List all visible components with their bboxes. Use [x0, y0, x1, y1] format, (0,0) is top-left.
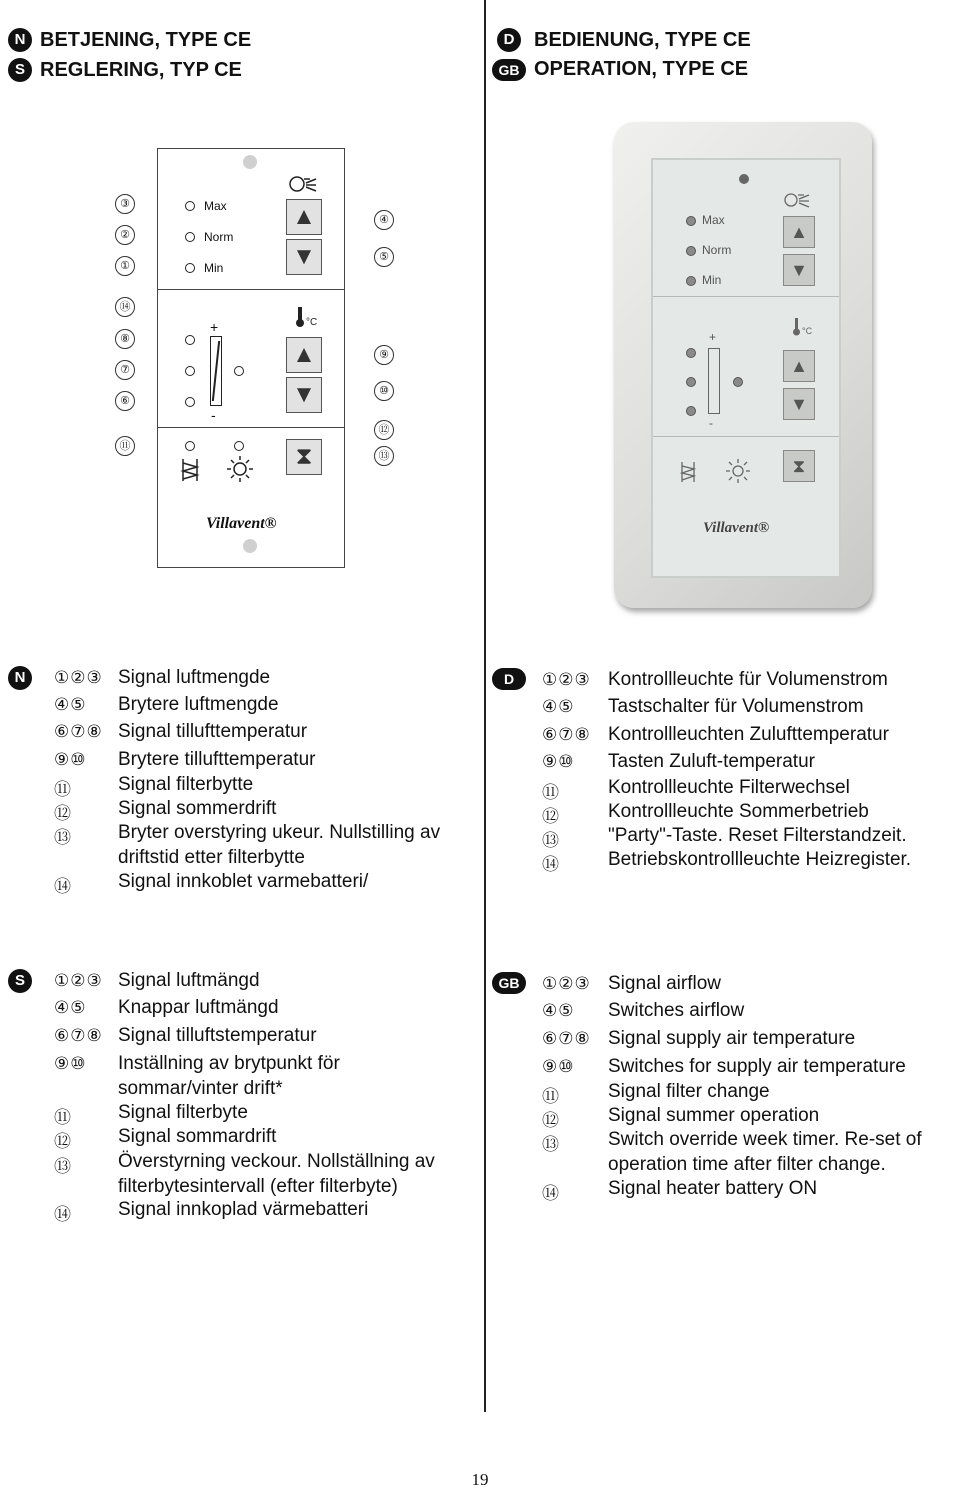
section-s-text-1: Signal luftmängd [118, 970, 260, 991]
section-gb-badge: GB [492, 972, 526, 994]
label-minus: - [211, 407, 216, 423]
photo-led-summer-setpoint [733, 377, 743, 387]
section-s-num-4: ⑨⑩ [54, 1054, 87, 1073]
photo-label-plus: + [709, 330, 717, 344]
photo-led-max [686, 216, 696, 226]
label-min: Min [204, 261, 224, 275]
photo-heater-coil-icon [679, 460, 697, 484]
label-plus: + [210, 319, 219, 335]
section-n-num-8: ⑭ [54, 877, 72, 896]
section-n-num-2: ④⑤ [54, 695, 87, 714]
photo-led-temp-mid [686, 377, 696, 387]
section-n-num-1: ①②③ [54, 668, 103, 687]
section-d-num-3: ⑥⑦⑧ [542, 725, 591, 744]
section-gb-num-3: ⑥⑦⑧ [542, 1029, 591, 1048]
header-title-s: REGLERING, TYP CE [40, 58, 242, 81]
photo-airflow-down-button[interactable]: ▼ [783, 254, 815, 286]
label-max: Max [204, 199, 227, 213]
section-gb-num-6: ⑫ [542, 1111, 560, 1130]
photo-fan-icon [783, 190, 817, 208]
airflow-up-button[interactable]: ▲ [286, 199, 322, 235]
section-s-text-6: Signal sommardrift [118, 1126, 277, 1147]
photo-label-min: Min [702, 273, 722, 287]
led-summer-setpoint [234, 366, 244, 376]
section-d-text-6: Kontrollleuchte Sommerbetrieb [608, 801, 869, 822]
callout-11: ⑪ [115, 436, 135, 456]
screw-bottom [243, 539, 257, 553]
photo-party-timer-button[interactable]: ⧗ [783, 450, 815, 482]
label-norm: Norm [204, 230, 234, 244]
section-d-text-5: Kontrollleuchte Filterwechsel [608, 777, 850, 798]
section-d-text-4: Tasten Zuluft-temperatur [608, 751, 815, 772]
panel-separator-1 [158, 289, 344, 290]
lang-badge-s: S [8, 58, 32, 82]
temperature-scale-bar [210, 336, 222, 406]
section-d-num-5: ⑪ [542, 783, 560, 802]
photo-screw-top [739, 174, 749, 184]
section-d-text-3: Kontrollleuchten Zulufttemperatur [608, 724, 889, 745]
header-n [8, 28, 251, 52]
section-n-text-2: Brytere luftmengde [118, 694, 279, 715]
photo-label-norm: Norm [702, 243, 732, 257]
led-filter [185, 441, 195, 451]
section-n-badge: N [8, 666, 32, 690]
photo-label-minus: - [709, 416, 713, 430]
section-gb-text-1: Signal airflow [608, 973, 721, 994]
section-n-num-6: ⑫ [54, 804, 72, 823]
callout-3: ③ [115, 194, 135, 214]
column-divider [484, 0, 486, 1412]
section-gb-num-2: ④⑤ [542, 1001, 575, 1020]
photo-airflow-up-button[interactable]: ▲ [783, 216, 815, 248]
header-title-gb: OPERATION, TYPE CE [534, 58, 749, 80]
photo-led-min [686, 276, 696, 286]
photo-temperature-scale [708, 348, 720, 414]
section-s-num-6: ⑫ [54, 1132, 72, 1151]
section-n-text-7b: driftstid etter filterbytte [118, 847, 305, 868]
page-number: 19 [471, 1470, 489, 1489]
led-temp-low [185, 397, 195, 407]
panel-separator-2 [158, 427, 344, 428]
photo-thermometer-icon [791, 316, 817, 338]
section-d-text-1: Kontrollleuchte für Volumenstrom [608, 669, 888, 690]
callout-7: ⑦ [115, 360, 135, 380]
photo-separator-2 [653, 436, 839, 437]
section-d-badge: D [492, 668, 526, 690]
section-gb-num-5: ⑪ [542, 1087, 560, 1106]
section-s-text-7b: filterbytesintervall (efter filterbyte) [118, 1176, 398, 1197]
section-s-text-2: Knappar luftmängd [118, 997, 279, 1018]
section-n-text-6: Signal sommerdrift [118, 798, 277, 819]
section-gb-num-7: ⑬ [542, 1135, 560, 1154]
section-s-badge: S [8, 969, 32, 993]
led-temp-high [185, 335, 195, 345]
photo-led-temp-low [686, 406, 696, 416]
header-d [492, 28, 751, 52]
section-d-text-7: "Party"-Taste. Reset Filterstandzeit. [608, 825, 907, 846]
section-gb-num-1: ①②③ [542, 974, 591, 993]
header-gb [492, 58, 748, 81]
fan-icon [288, 173, 328, 193]
section-n-num-3: ⑥⑦⑧ [54, 722, 103, 741]
lang-badge-gb: GB [492, 59, 526, 81]
section-n-text-3: Signal tillufttemperatur [118, 721, 308, 742]
section-d [492, 668, 526, 690]
callout-13: ⑬ [374, 446, 394, 466]
section-n-text-1: Signal luftmengde [118, 667, 271, 688]
section-s-num-3: ⑥⑦⑧ [54, 1026, 103, 1045]
section-n-text-7: Bryter overstyring ukeur. Nullstilling av [118, 822, 441, 843]
section-s-text-4: Inställning av brytpunkt för [118, 1053, 340, 1074]
section-gb-num-8: ⑭ [542, 1184, 560, 1203]
temperature-down-button[interactable]: ▼ [286, 377, 322, 413]
callout-4: ④ [374, 210, 394, 230]
callout-14: ⑭ [115, 297, 135, 317]
lang-badge-d: D [497, 28, 521, 52]
section-d-num-8: ⑭ [542, 855, 560, 874]
section-n-text-4: Brytere tillufttemperatur [118, 749, 316, 770]
section-s-text-4b: sommar/vinter drift* [118, 1078, 283, 1099]
panel-photo-face [651, 158, 841, 578]
header-title-d: BEDIENUNG, TYPE CE [534, 28, 751, 51]
callout-12: ⑫ [374, 420, 394, 440]
section-d-num-6: ⑫ [542, 807, 560, 826]
led-max [185, 201, 195, 211]
section-d-num-7: ⑬ [542, 831, 560, 850]
section-s-num-1: ①②③ [54, 971, 103, 990]
header-title-n: BETJENING, TYPE CE [40, 28, 252, 51]
svg-text:°C: °C [306, 317, 318, 328]
callout-10: ⑩ [374, 381, 394, 401]
airflow-down-button[interactable]: ▼ [286, 239, 322, 275]
section-s-num-2: ④⑤ [54, 998, 87, 1017]
section-d-text-8: Betriebskontrollleuchte Heizregister. [608, 849, 912, 870]
section-n-num-4: ⑨⑩ [54, 750, 87, 769]
section-s-num-5: ⑪ [54, 1108, 72, 1127]
section-n-text-8: Signal innkoblet varmebatteri/ [118, 871, 369, 892]
led-norm [185, 232, 195, 242]
brand-logo: Villavent® [206, 515, 277, 532]
section-gb-num-4: ⑨⑩ [542, 1057, 575, 1076]
callout-8: ⑧ [115, 329, 135, 349]
photo-sun-icon [725, 458, 751, 484]
lang-badge-n: N [8, 28, 32, 52]
svg-text:°C: °C [802, 326, 813, 336]
callout-6: ⑥ [115, 391, 135, 411]
party-timer-button[interactable]: ⧗ [286, 439, 322, 475]
section-d-num-1: ①②③ [542, 670, 591, 689]
photo-temperature-down-button[interactable]: ▼ [783, 388, 815, 420]
section-n-num-5: ⑪ [54, 780, 72, 799]
section-s [8, 969, 32, 993]
section-n-num-7: ⑬ [54, 828, 72, 847]
screw-top [243, 155, 257, 169]
section-n [8, 666, 32, 690]
callout-2: ② [115, 225, 135, 245]
section-gb-text-7b: operation time after filter change. [608, 1154, 886, 1175]
callout-9: ⑨ [374, 345, 394, 365]
section-s-text-8: Signal innkoplad värmebatteri [118, 1199, 369, 1220]
section-s-text-5: Signal filterbyte [118, 1102, 248, 1123]
led-min [185, 263, 195, 273]
section-s-num-8: ⑭ [54, 1205, 72, 1224]
heater-coil-icon [180, 457, 200, 483]
section-gb [492, 972, 526, 994]
section-d-text-2: Tastschalter für Volumenstrom [608, 696, 864, 717]
sun-icon [226, 455, 254, 483]
photo-separator-1 [653, 296, 839, 297]
panel-photo [614, 122, 872, 608]
section-s-text-3: Signal tilluftstemperatur [118, 1025, 317, 1046]
section-d-num-2: ④⑤ [542, 697, 575, 716]
section-gb-text-7: Switch override week timer. Re-set of [608, 1129, 922, 1150]
section-gb-text-2: Switches airflow [608, 1000, 745, 1021]
callout-5: ⑤ [374, 247, 394, 267]
section-gb-text-3: Signal supply air temperature [608, 1028, 856, 1049]
photo-brand-logo: Villavent® [703, 520, 770, 536]
panel-outline [157, 148, 345, 568]
photo-label-max: Max [702, 213, 725, 227]
photo-temperature-up-button[interactable]: ▲ [783, 350, 815, 382]
temperature-up-button[interactable]: ▲ [286, 337, 322, 373]
section-s-text-7: Överstyrning veckour. Nollställning av [118, 1151, 435, 1172]
thermometer-icon [294, 305, 322, 329]
photo-led-norm [686, 246, 696, 256]
section-d-num-4: ⑨⑩ [542, 752, 575, 771]
led-summer [234, 441, 244, 451]
section-gb-text-6: Signal summer operation [608, 1105, 820, 1126]
led-temp-mid [185, 366, 195, 376]
section-gb-text-4: Switches for supply air temperature [608, 1056, 906, 1077]
photo-led-temp-high [686, 348, 696, 358]
section-n-text-5: Signal filterbytte [118, 774, 254, 795]
callout-1: ① [115, 256, 135, 276]
section-gb-text-8: Signal heater battery ON [608, 1178, 818, 1199]
section-gb-text-5: Signal filter change [608, 1081, 770, 1102]
header-s [8, 58, 242, 82]
section-s-num-7: ⑬ [54, 1157, 72, 1176]
